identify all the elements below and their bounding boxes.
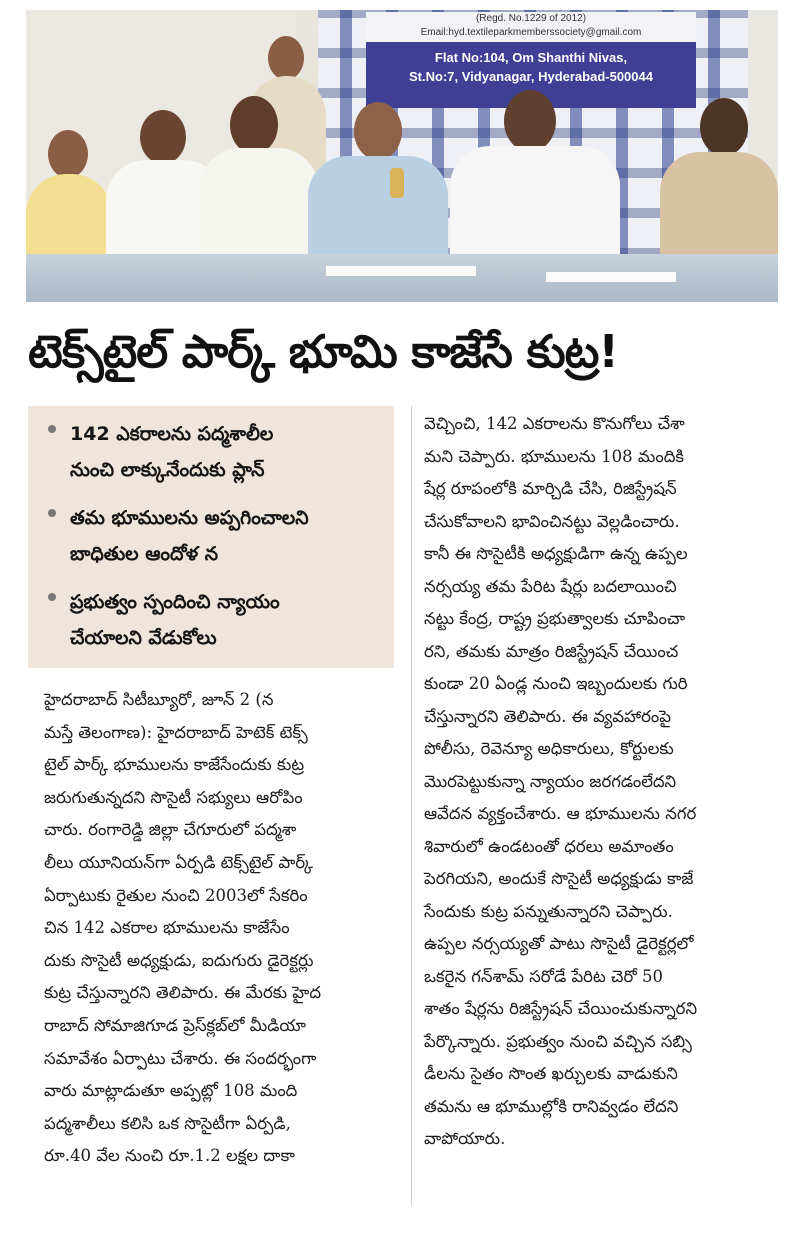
- article-line: రూ.40 వేల నుంచి రూ.1.2 లక్షల దాకా: [44, 1146, 295, 1166]
- article-line: శాతం షేర్లను రిజిస్ట్రేషన్ చేయించుకున్నారని: [424, 999, 698, 1018]
- article-line: చారు. రంగారెడ్డి జిల్లా చేగూరులో పద్మశా: [44, 820, 297, 840]
- article-line: ఉప్పల నర్సయ్యతో పాటు సొసైటీ డైరెక్టర్లలో: [424, 934, 694, 953]
- article-line: మని చెప్పారు. భూములను 108 మందికి: [424, 446, 684, 466]
- banner-strip: [366, 12, 696, 42]
- article-line: దుకు సొసైటీ అధ్యక్షుడు, ఐదుగురు డైరెక్టర్లు: [44, 950, 314, 970]
- article-line: డీలను సైతం సొంత ఖర్చులకు వాడుకుని: [424, 1064, 678, 1083]
- microphone-icon: [390, 168, 404, 198]
- article-column-right: [424, 408, 778, 1156]
- highlight-item: [44, 584, 386, 656]
- article-line: ఒకరైన గన్‌శామ్ సరోడే పేరిట చెరో 50: [424, 966, 663, 986]
- bullet-icon: [48, 425, 56, 433]
- article-line: శివారులో ఉండటంతో ధరలు అమాంతం: [424, 836, 674, 856]
- article-line: మొరపెట్టుకున్నా న్యాయం జరగడంలేదని: [424, 771, 677, 791]
- banner-address-line-1: Flat No:104, Om Shanthi Nivas,: [434, 50, 628, 65]
- article-line: వాపోయారు.: [424, 1129, 506, 1148]
- article-line: రాబాద్ సోమాజిగూడ ప్రెస్‌క్లబ్‌లో మీడియా: [44, 1015, 306, 1035]
- news-photo: [26, 10, 778, 302]
- article-line: చేస్తున్నారని తెలిపారు. ఈ వ్యవహారంపై: [424, 706, 671, 726]
- article-line: కానీ ఈ సొసైటీకి అధ్యక్షుడిగా ఉన్న ఉప్పల: [424, 544, 688, 563]
- highlight-item: [44, 416, 386, 488]
- article-line: పేర్కొన్నారు. ప్రభుత్వం నుంచి వచ్చిన సబ్సి: [424, 1031, 692, 1051]
- highlight-line: తమ భూములను అప్పగించాలని: [70, 507, 309, 529]
- article-line: జరుగుతున్నదని సొసైటీ సభ్యులు ఆరోపిం: [44, 787, 303, 807]
- highlight-line: 142 ఎకరాలను పద్మశాలీల: [70, 423, 274, 445]
- banner-email: Email:hyd.textileparkmemberssociety@gmail.com: [420, 27, 642, 38]
- article-line: కుట్ర చేస్తున్నారని తెలిపారు. ఈ మేరకు హైద: [44, 983, 322, 1003]
- banner-regd: (Regd. No.1229 of 2012): [475, 13, 587, 24]
- highlight-line: బాధితుల ఆందోళ న: [70, 543, 219, 565]
- headline: టెక్స్‌టైల్ పార్క్ భూమి కాజేసే కుట్ర!: [28, 325, 618, 378]
- article-line: ఆవేదన వ్యక్తంచేశారు. ఆ భూములను నగర: [424, 804, 697, 823]
- table-paper: [326, 266, 476, 276]
- article-line: వారు మాట్లాడుతూ అప్పట్లో 108 మంది: [44, 1081, 298, 1101]
- article-line: నట్టు కేంద్ర, రాష్ట్ర ప్రభుత్వాలకు చూపించా: [424, 609, 686, 628]
- article-line: రని, తమకు మాత్రం రిజిస్ట్రేషన్ చేయించ: [424, 641, 679, 661]
- highlights-box: [28, 406, 394, 668]
- article-line: సమావేశం ఏర్పాటు చేశారు. ఈ సందర్భంగా: [44, 1048, 317, 1068]
- highlight-line: చేయాలని వేడుకోలు: [70, 627, 217, 649]
- highlight-line: నుంచి లాక్కునేందుకు ప్లాన్: [70, 459, 265, 481]
- article-line: చిన 142 ఎకరాల భూములను కాజేసేం: [44, 918, 290, 938]
- highlight-line: ప్రభుత్వం స్పందించి న్యాయం: [70, 591, 280, 613]
- article-line: తమను ఆ భూముల్లోకి రానివ్వడం లేదని: [424, 1096, 679, 1116]
- highlight-item: [44, 500, 386, 572]
- article-line: చేసుకోవాలని భావించినట్టు వెల్లడించారు.: [424, 511, 680, 531]
- article-line: సేందుకు కుట్ర పన్నుతున్నారని చెప్పారు.: [424, 901, 673, 921]
- article-line: ఏర్పాటుకు రైతుల నుంచి 2003లో సేకరిం: [44, 885, 308, 905]
- column-divider: [411, 406, 412, 1206]
- article-line: పద్మశాలీలు కలిసి ఒక సొసైటీగా ఏర్పడి,: [44, 1113, 291, 1133]
- table-paper: [546, 272, 676, 282]
- article-line: లీలు యూనియన్‌గా ఏర్పడి టెక్స్‌టైల్ పార్క్: [44, 852, 313, 872]
- bullet-icon: [48, 593, 56, 601]
- article-line: హైదరాబాద్ సిటీబ్యూరో, జూన్ 2 (న: [44, 690, 274, 709]
- article-line: పెరగియని, అందుకే సొసైటీ అధ్యక్షుడు కాజే: [424, 869, 694, 888]
- article-column-left: [44, 684, 396, 1173]
- article-line: నర్సయ్య తమ పేరిట షేర్లు బదలాయించి: [424, 576, 677, 596]
- article-line: షేర్ల రూపంలోకి మార్చిడి చేసి, రిజిస్ట్రేషన్: [424, 479, 677, 498]
- bullet-icon: [48, 509, 56, 517]
- article-line: కుండా 20 ఏండ్ల నుంచి ఇబ్బందులకు గురి: [424, 674, 688, 693]
- article-line: మస్తే తెలంగాణ): హైదరాబాద్ హెటెక్ టెక్స్: [44, 722, 308, 742]
- banner-address-line-2: St.No:7, Vidyanagar, Hyderabad-500044: [409, 69, 653, 84]
- article-line: వెచ్చించి, 142 ఎకరాలను కొనుగోలు చేశా: [424, 414, 685, 433]
- article-line: టైల్ పార్క్ భూములను కాజేసేందుకు కుట్ర: [44, 755, 305, 775]
- article-line: పోలీసు, రెవెన్యూ అధికారులు, కోర్టులకు: [424, 739, 674, 758]
